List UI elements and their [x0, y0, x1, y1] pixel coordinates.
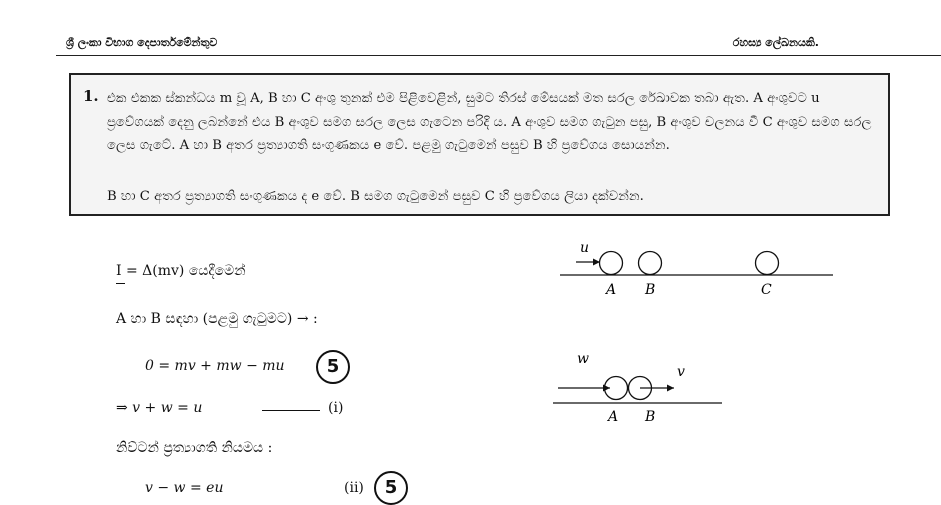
velocity-v-arrowhead	[667, 385, 674, 392]
particle-b	[639, 252, 662, 275]
equation-ii: v − w = eu	[145, 480, 224, 496]
label-c: C	[761, 282, 772, 298]
velocity-w-label: w	[577, 351, 589, 367]
header-department: ශ්‍රී ලංකා විභාග දෙපාර්තමේන්තුව	[66, 36, 218, 49]
equation-ii-label: (ii)	[344, 480, 364, 496]
ab-heading: A හා B සඳහා (පළමු ගැටුමට) → :	[116, 311, 318, 327]
label-a: A	[606, 282, 617, 298]
header-rule	[56, 55, 941, 56]
question-box	[69, 73, 890, 216]
velocity-v-label: v	[677, 364, 685, 380]
page-header	[0, 0, 941, 56]
impulse-underline	[116, 283, 125, 284]
mark-circle-1: 5	[316, 350, 350, 384]
label-b: B	[645, 282, 656, 298]
equation-i: ⇒ v + w = u	[116, 400, 203, 416]
equation-i-line	[262, 410, 320, 411]
label-b-after: B	[645, 409, 656, 425]
velocity-u-label: u	[580, 240, 590, 256]
impulse-statement: I = Δ(mv) යෙදීමෙන්	[116, 263, 246, 279]
mark-circle-2: 5	[374, 471, 408, 505]
equation-i-label: (i)	[328, 400, 344, 416]
label-a-after: A	[608, 409, 619, 425]
header-confidential: රහස්‍ය ලේඛනයකි.	[732, 36, 819, 49]
diagram-before-collision	[560, 235, 840, 305]
particle-a	[600, 252, 623, 275]
question-text-part2: B හා C අතර ප්‍රත්‍යාගති සංගුණකය ද e වේ. B සමග ගැටුමෙන් පසුව C හි ප්‍රවේගය ලියා දක්වන්න.	[107, 189, 644, 204]
momentum-equation: 0 = mv + mw − mu	[145, 358, 285, 374]
diagram-after-collision	[550, 348, 730, 428]
particle-c	[756, 252, 779, 275]
question-text: එක එකක ස්කන්ධය m වූ A, B හා C අංශු තුනක් එම පිළිවෙළින්, සුමට තිරස් මේසයක් මත සරල රේඛාවක තබා ඇත. A අංශුවට u ප්‍රවේගයක් දෙනු ලබන්නේ එය B අංශුව සමග සරල ලෙස ගැටෙන පරිදි ය. A අංශුව සමග ගැටුන පසු, B අංශුව චලනය වී C අංශුව සමග සරල ලෙස ගැටේ. A හා B අතර ප්‍රත්‍යාගති සංගුණකය e වේ. පළමු ගැටුමෙන් පසුව B හි ප්‍රවේගය සොයන්න.	[107, 91, 872, 153]
question-number: 1.	[83, 87, 99, 105]
newton-heading: නිව්ටන් ප්‍රත්‍යාගති නියමය :	[116, 440, 273, 456]
